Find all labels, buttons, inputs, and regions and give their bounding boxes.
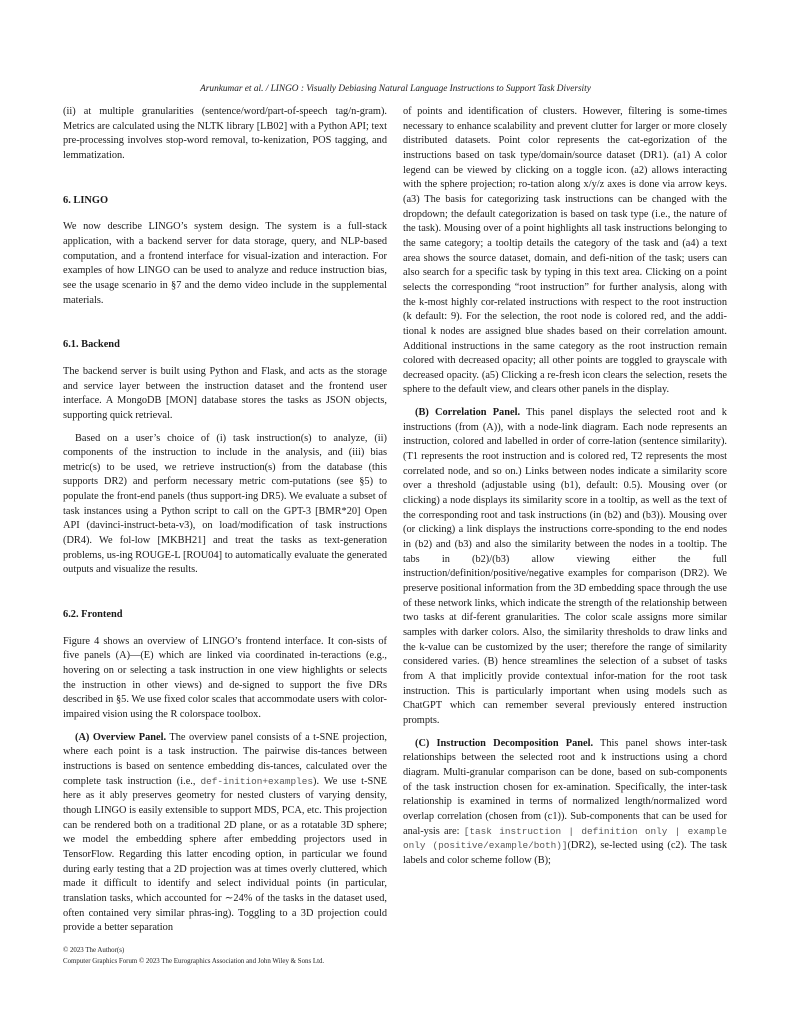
overview-continued-paragraph: of points and identification of clusters. However, filtering is some-times necessary to enhance scalability and prevent clutter for larger or more closely distributed datasets. Point color represents the cat-egorization of the instructions based on task type/domain/source dataset (DR1). (a1) A color legend can be viewed by clicking on a toggle icon. (a2) allows interacting with the sphere projection; ro-tation along x/y/z axes is done via arrow keys. (a3) The basis for categorizing task instructions can be changed with the dropdown; the default categorization is based on task type (i.e., the nature of the task). Mousing over of a point highlights all task instructions belonging to the same category; a tooltip details the category of the task and (a4) a text area shows the source dataset, domain, and defi-nition of the task; users can also search for a specific task by typing in this text area. Clicking on a point selects the corresponding “root instruction” for further analysis, along with the k-most highly cor-related instructions with respect to the root instruction (k default: 9). For the selection, the root node is colored red, and the addi-tional k nodes are assigned blue shades based on their correlation amount. Additional instructions in the same category as the root instruction remain colored with decreased opacity; all other points are toggled to grayscale with decreased opacity. (a5) Clicking a re-fresh icon clears the selection, resets the sphere to the default view, and clears other panels in the display. bbox=[403, 106, 727, 396]
decomposition-code: [task instruction | definition only | example only (positive/example/both)] bbox=[403, 825, 727, 852]
decomposition-text-b: (DR2), se-lected using (c2). The task labels and color scheme follow (B); bbox=[403, 840, 727, 866]
section-6-2-heading: 6.2. Frontend bbox=[63, 609, 123, 621]
journal-line: Computer Graphics Forum © 2023 The Eurographics Association and John Wiley & Sons Ltd. bbox=[63, 958, 325, 965]
running-header: Arunkumar et al. / LINGO : Visually Debiasing Natural Language Instructions to Support Task Diversity bbox=[200, 84, 591, 94]
overview-panel-label: (A) Overview Panel. bbox=[75, 731, 167, 743]
backend-paragraph-1: The backend server is built using Python and Flask, and acts as the storage and service layer between the instruction dataset and the frontend user interface. A MongoDB [MON] database stores the tasks as JSON objects, supporting quick retrieval. bbox=[63, 365, 387, 421]
section-6-1-heading: 6.1. Backend bbox=[63, 339, 120, 351]
right-column bbox=[403, 105, 727, 868]
overview-panel-paragraph bbox=[63, 731, 387, 936]
footer bbox=[63, 945, 324, 967]
decomposition-panel-label: (C) Instruction Decomposition Panel. bbox=[415, 737, 594, 749]
correlation-panel-label: (B) Correlation Panel. bbox=[415, 407, 521, 419]
correlation-panel-paragraph bbox=[403, 406, 727, 728]
section-6-heading: 6. LINGO bbox=[63, 194, 109, 206]
section-6-body: We now describe LINGO’s system design. The system is a full-stack application, with a backend server for data storage, query, and NLP-based computation, and a frontend interface for visual-ization and interaction. For examples of how LINGO can be used to analyze and reduce instruction bias, see the usage scenario in §7 and the demo video include in the supplemental materials. bbox=[63, 221, 387, 306]
left-column bbox=[63, 105, 387, 936]
copyright-line: © 2023 The Author(s) bbox=[63, 947, 125, 954]
backend-paragraph-2: Based on a user’s choice of (i) task instruction(s) to analyze, (ii) components of the instruction to include in the analysis, and (iii) bias metric(s) to be used, we retrieve instruction(s) from the database (this supports DR2) and perform necessary metric com-putations (see §5) to populate the front-end panels (thus support-ing DR5). We evaluate a subset of task instances using a Python script to call on the GPT-3 [BMR*20] Open API (davinci-instruct-beta-v3), on load/modification of task instructions (DR4). We fol-low [MKBH21] and treat the tasks as text-generation problems, us-ing ROUGE-L [ROU04] to automatically evaluate the generated outputs and visualize the results. bbox=[63, 432, 387, 576]
decomposition-panel-paragraph bbox=[403, 737, 727, 869]
overview-code: def-inition+examples bbox=[200, 775, 313, 787]
frontend-paragraph-1: Figure 4 shows an overview of LINGO’s frontend interface. It con-sists of five panels (A)—(E) which are linked via coordinated in-teractions (e.g., hovering on or selecting a task instruction in one view highlights or selects the instruction in other views) and de-signed to support the five DRs described in §5. We use fixed color scales that accommodate users with color-impaired vision using the R colorspace toolbox. bbox=[63, 635, 387, 720]
overview-text-a: The overview panel consists of a t-SNE projection, where each point is a task instruction. The pairwise dis-tances between instructions is based on sentence embedding dis-tances, calculated over the complete task instruction (i.e., bbox=[63, 731, 387, 787]
intro-paragraph: (ii) at multiple granularities (sentence/word/part-of-speech tag/n-gram). Metrics are calculated using the NLTK library [LB02] with a Python API; text pre-processing involves stop-word removal, to-kenization, POS tagging, and lemmatization. bbox=[63, 106, 387, 161]
decomposition-text-a: This panel shows inter-task relationships between the selected root and k instructions using a chord diagram. Multi-granular comparison can be done, based on sub-components of the task instruction chosen for ex-amination. Specifically, the inter-task relationship is examined in terms of normalized length/normalized word overlap correlation (chosen from (c1)). Sub-components that can be used for anal-ysis are: bbox=[403, 737, 728, 837]
correlation-text: This panel displays the selected root and k instructions (from (A)), with a node-link diagram. Each node represents an instruction, colored and labelled in order of corre-lation (sentence similarity). (T1 represents the root instruction and is colored red, T2 represents the most correlated node, and so on.) Links between nodes indicate a similarity score over a threshold (adjustable using (b1), default: 0.5). Mousing over (or clicking) a node displays its similarity score in a tooltip, as well as the text of the corresponding root and task instructions (in (b2) and (b3)). Mousing over (or clicking) a link displays the instructions corre-sponding to the end nodes in (b2) and (b3) and also the similarity between the nodes in a tooltip. The tabs in (b2)/(b3) allow viewing either the full instruction/definition/positive/negative examples for comparison (DR2). We preserve positional information from the 3D embedding space through the use of these network links, which indicate the strength of the relationship between two tasks at dif-ferent granularities. The color scale assigns more similar samples with darker colors. Also, the similarity thresholds to draw links and the k-value can be customized by the user; therefore the range of similarity considered varies. (B) hence streamlines the selection of a subset of tasks from A that implicitly provide contextual infor-mation for the root task instruction. This is particularly important when using models such as ChatGPT which can remember several previously entered instruction prompts. bbox=[403, 407, 727, 726]
overview-text-b: ). We use t-SNE here as it ably preserves geometry for nested clusters of varying density, though LINGO is easily extensible to support MDS, PCA, etc. This projection can be rendered both on a traditional 2D plane, or as a rotatable 3D sphere; we model the embedding sphere after embedding projectors used in TensorFlow. Regarding this latter encoding option, in particular we found during early testing that a 2D projection was at times overly cluttered, which made it difficult to identify and select individual points (in particular, translation tasks, which accounted for ∼24% of the tasks in the dataset used, often contained very similar phras-ing). Toggling to a 3D projection could provide a better separation bbox=[63, 775, 387, 934]
